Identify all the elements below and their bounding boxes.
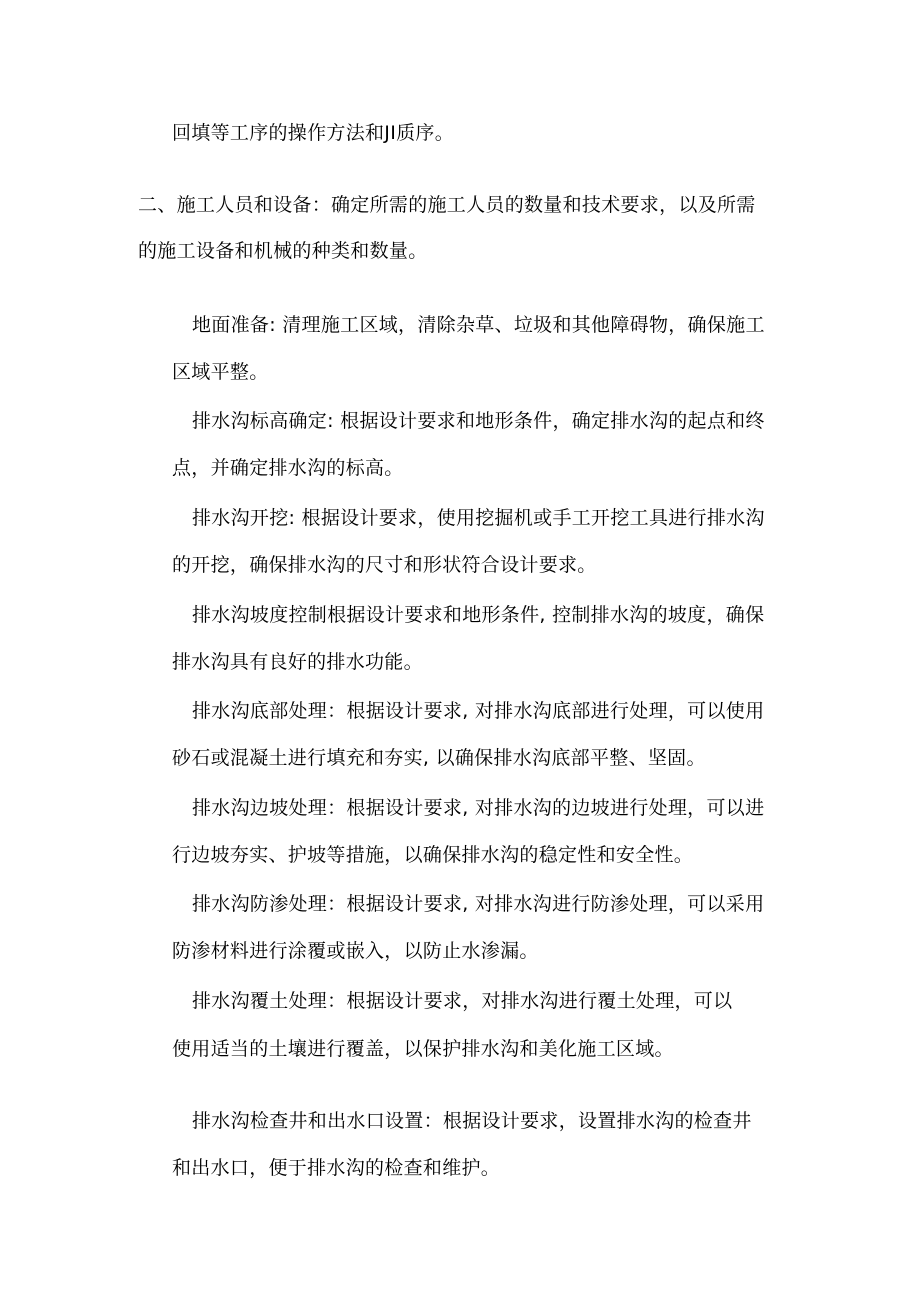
text-line-11: 排水沟具有良好的排水功能。	[172, 651, 423, 673]
text-line-4: 地面准备: 清理施工区域，清除杂草、垃圾和其他障碍物，确保施工	[192, 314, 765, 336]
text-line-18: 排水沟覆土处理：根据设计要求，对排水沟进行覆土处理，可以	[192, 990, 733, 1012]
text-line-17: 防渗材料进行涂覆或嵌入，以防止水渗漏。	[172, 940, 539, 962]
text-line-3: 的施工设备和机械的种类和数量。	[138, 240, 428, 262]
text-line-20: 排水沟检查井和出水口设置：根据设计要求，设置排水沟的检查井	[192, 1110, 752, 1132]
text-line-9: 的开挖，确保排水沟的尺寸和形状符合设计要求。	[172, 554, 597, 576]
text-line-10: 排水沟坡度控制根据设计要求和地形条件, 控制排水沟的坡度，确保	[192, 604, 765, 626]
text-line-1: 回填等工序的操作方法和JI质序。	[172, 122, 455, 144]
text-line-14: 排水沟边坡处理：根据设计要求, 对排水沟的边坡进行处理，可以进	[192, 797, 765, 819]
text-line-21: 和出水口，便于排水沟的检查和维护。	[172, 1157, 501, 1179]
text-line-16: 排水沟防渗处理：根据设计要求, 对排水沟进行防渗处理，可以采用	[192, 893, 765, 915]
text-line-6: 排水沟标高确定: 根据设计要求和地形条件，确定排水沟的起点和终	[192, 410, 765, 432]
text-line-8: 排水沟开挖: 根据设计要求，使用挖掘机或手工开挖工具进行排水沟	[192, 507, 765, 529]
text-line-15: 行边坡夯实、护坡等措施，以确保排水沟的稳定性和安全性。	[172, 844, 694, 866]
text-line-2: 二、施工人员和设备：确定所需的施工人员的数量和技术要求，以及所需	[138, 194, 756, 216]
text-line-7: 点，并确定排水沟的标高。	[172, 457, 404, 479]
text-line-13: 砂石或混凝土进行填充和夯实, 以确保排水沟底部平整、坚固。	[172, 747, 706, 769]
text-line-5: 区域平整。	[172, 361, 269, 383]
text-line-19: 使用适当的土壤进行覆盖，以保护排水沟和美化施工区域。	[172, 1038, 674, 1060]
text-line-12: 排水沟底部处理：根据设计要求, 对排水沟底部进行处理，可以使用	[192, 700, 765, 722]
